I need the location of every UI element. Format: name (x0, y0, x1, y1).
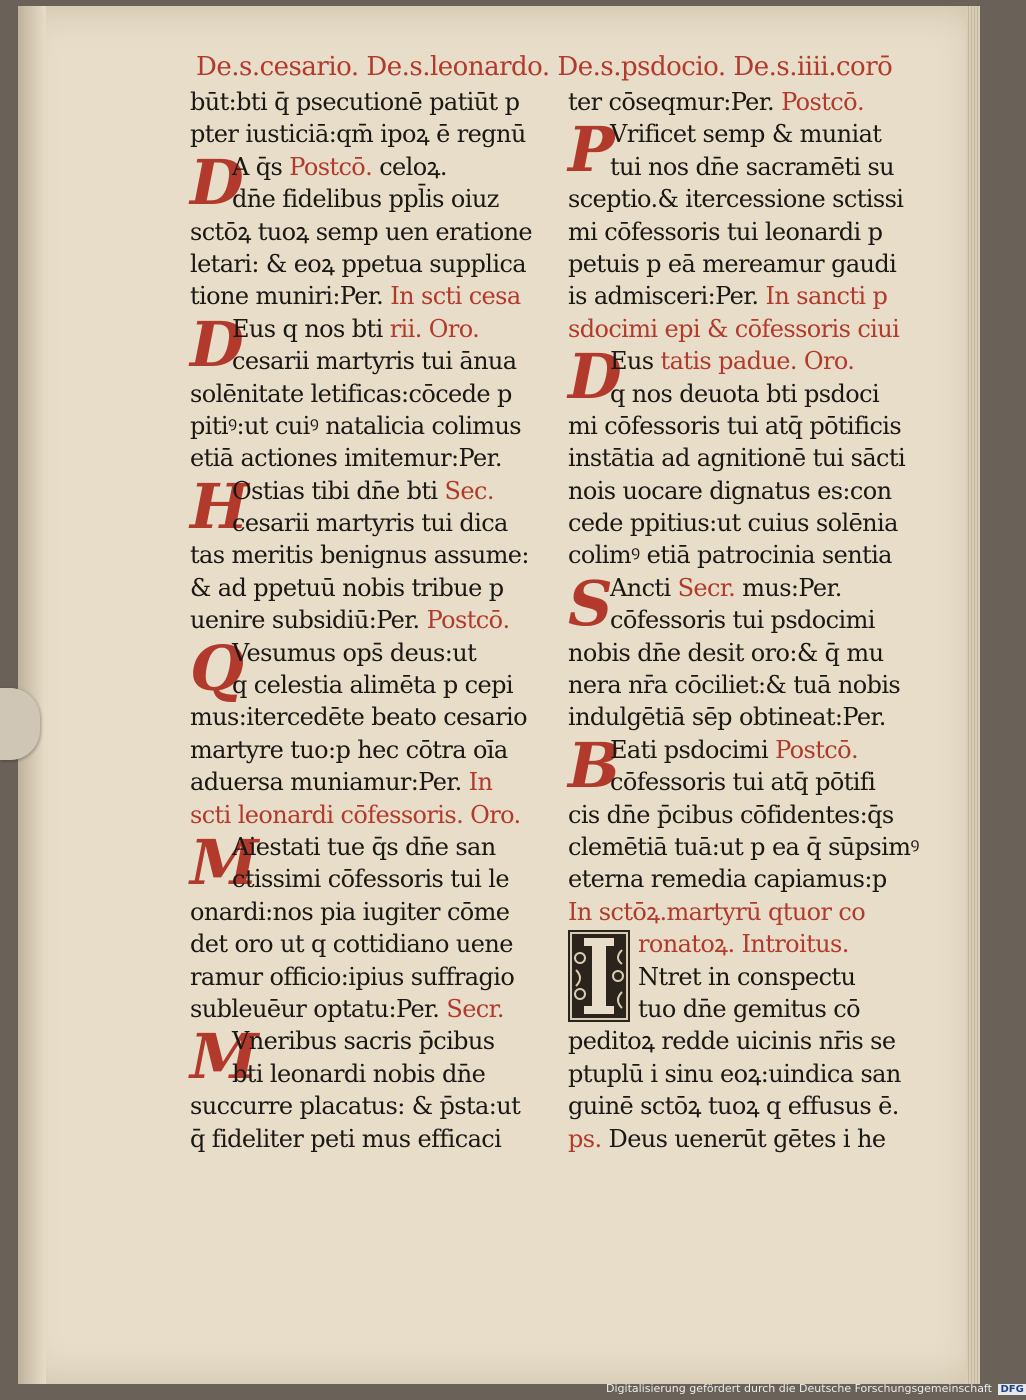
text-line: indulgētiā sēp obtineat:Per. (568, 703, 886, 732)
text-line: clemētiā tuā:ut p ea q̄ sūpsimꝰ (568, 832, 919, 861)
text-line: Vesumus ops̄ deus:ut (232, 638, 477, 667)
text-line: Ancti Secr. mus:Per. (610, 573, 842, 602)
page-edges (966, 6, 980, 1384)
initial-letter: Q (190, 631, 245, 705)
rubric-line: ronatoꝝ. Introitus. (638, 930, 849, 959)
text-line: aduersa muniamur:Per. In (190, 768, 493, 797)
text-line: nois uocare dignatus es:con (568, 476, 892, 505)
text-line: būt:bti q̄ psecutionē patiūt p (190, 88, 520, 116)
text-line: ctissimi cōfessoris tui le (232, 865, 509, 894)
text-line: mus:itercedēte beato cesario (190, 703, 527, 732)
initial-letter: M (190, 825, 259, 899)
rubric-line: scti leonardi cōfessoris. Oro. (190, 800, 521, 829)
text-line: dn̄e fidelibus ppl̄is oiuz (232, 185, 499, 214)
initial-letter: D (190, 307, 244, 381)
rubric-line: sdocimi epi & cōfessoris ciui (568, 314, 900, 343)
initial-letter: H (190, 469, 249, 543)
text-line: Ostias tibi dn̄e bti Sec. (232, 476, 494, 505)
woodcut-initial-i (568, 930, 630, 1022)
left-column (190, 86, 550, 1155)
initial-letter: D (568, 340, 622, 414)
text-line: Eus tatis padue. Oro. (610, 347, 855, 376)
text-line: sceptio.& itercessione sctissi (568, 185, 904, 214)
text-line: succurre placatus: & p̄sta:ut (190, 1092, 521, 1121)
text-line: martyre tuo:p hec cōtra oīa (190, 735, 508, 764)
running-header: De.s.cesario. De.s.leonardo. De.s.psdocio. De.s.iiii.corō (196, 52, 893, 82)
text-line: tas meritis benignus assume: (190, 541, 529, 570)
text-line: tuo dn̄e gemitus cō (638, 994, 860, 1023)
text-line: instātia ad agnitionē tui sācti (568, 444, 906, 473)
text-line: etiā actiones imitemur:Per. (190, 444, 502, 473)
digitization-credit (606, 1382, 1026, 1395)
text-line: & ad ppetuū nobis tribue p (190, 573, 504, 602)
text-line: peditoꝝ redde uicinis nr̄is se (568, 1027, 896, 1056)
text-line: ps. Deus uenerūt gētes i he (568, 1124, 886, 1153)
text-line: cōfessoris tui atq̄ pōtifi (610, 768, 876, 797)
text-line: petuis p eā mereamur gaudi (568, 249, 897, 278)
text-line: mi cōfessoris tui leonardi p (568, 217, 883, 246)
text-line: q nos deuota bti psdoci (610, 379, 880, 408)
credit-text: Digitalisierung gefördert durch die Deutsche Forschungsgemeinschaft (606, 1382, 992, 1395)
text-line: uenire subsidiū:Per. Postcō. (190, 606, 510, 635)
text-line: cesarii martyris tui dica (232, 509, 508, 538)
text-line: ter cōseqmur:Per. Postcō. (568, 88, 864, 116)
text-line: Vneribus sacris p̄cibus (232, 1027, 495, 1056)
text-line: Ntret in conspectu (638, 962, 856, 991)
initial-letter: D (190, 145, 244, 219)
text-line: guinē sctōꝝ tuoꝝ q effusus ē. (568, 1092, 899, 1121)
initial-letter: P (568, 113, 615, 187)
text-line: pter iusticiā:qm̄ ipoꝝ ē regnū (190, 120, 526, 149)
text-line: colimꝰ etiā patrocinia sentia (568, 541, 892, 570)
initial-letter: M (190, 1020, 259, 1094)
dfg-logo[interactable]: DFG (1000, 1384, 1024, 1395)
initial-letter: S (568, 566, 613, 640)
text-line: is admisceri:Per. In sancti p (568, 282, 888, 311)
text-line: onardi:nos pia iugiter cōme (190, 897, 510, 926)
text-line: tui nos dn̄e sacramēti su (610, 152, 895, 181)
text-line: q̄ fideliter peti mus efficaci (190, 1124, 502, 1153)
text-line: cis dn̄e p̄cibus cōfidentes:q̄s (568, 800, 894, 829)
text-line: mi cōfessoris tui atq̄ pōtificis (568, 411, 902, 440)
right-column (568, 86, 928, 1155)
text-line: sctōꝝ tuoꝝ semp uen eratione (190, 217, 533, 246)
text-line: Eati psdocimi Postcō. (610, 735, 858, 764)
floral-ornament-icon (568, 930, 630, 1022)
text-line: Vrificet semp & muniat (610, 120, 882, 149)
text-line: A q̄s Postcō. celoꝝ. (232, 152, 447, 181)
rubric-line: In sctōꝝ.martyrū qtuor co (568, 897, 866, 926)
text-line: letari: & eoꝝ ppetua supplica (190, 249, 527, 278)
text-line: solēnitate letificas:cōcede p (190, 379, 512, 408)
text-line: ramur officio:ipius suffragio (190, 962, 515, 991)
text-line: nobis dn̄e desit oro:& q̄ mu (568, 638, 884, 667)
text-line: Eus q nos bti rii. Oro. (232, 314, 480, 343)
text-line: q celestia alimēta p cepi (232, 671, 513, 700)
text-line: Aiestati tue q̄s dn̄e san (232, 832, 496, 861)
text-line: tione muniri:Per. In scti cesa (190, 282, 521, 311)
text-line: cōfessoris tui psdocimi (610, 606, 875, 635)
text-line: cesarii martyris tui ānua (232, 347, 517, 376)
text-line: ptuplū i sinu eoꝝ:uindica san (568, 1059, 901, 1088)
text-line: nera nr̄a cōciliet:& tuā nobis (568, 671, 901, 700)
text-line: det oro ut q cottidiano uene (190, 930, 513, 959)
text-line: pitiꝰ:ut cuiꝰ natalicia colimus (190, 411, 522, 440)
text-line: cede ppitius:ut cuius solēnia (568, 509, 898, 538)
text-line: subleuēur optatu:Per. Secr. (190, 994, 504, 1023)
text-line: eterna remedia capiamus:p (568, 865, 887, 894)
text-line: bti leonardi nobis dn̄e (232, 1059, 486, 1088)
initial-letter: B (568, 728, 621, 802)
